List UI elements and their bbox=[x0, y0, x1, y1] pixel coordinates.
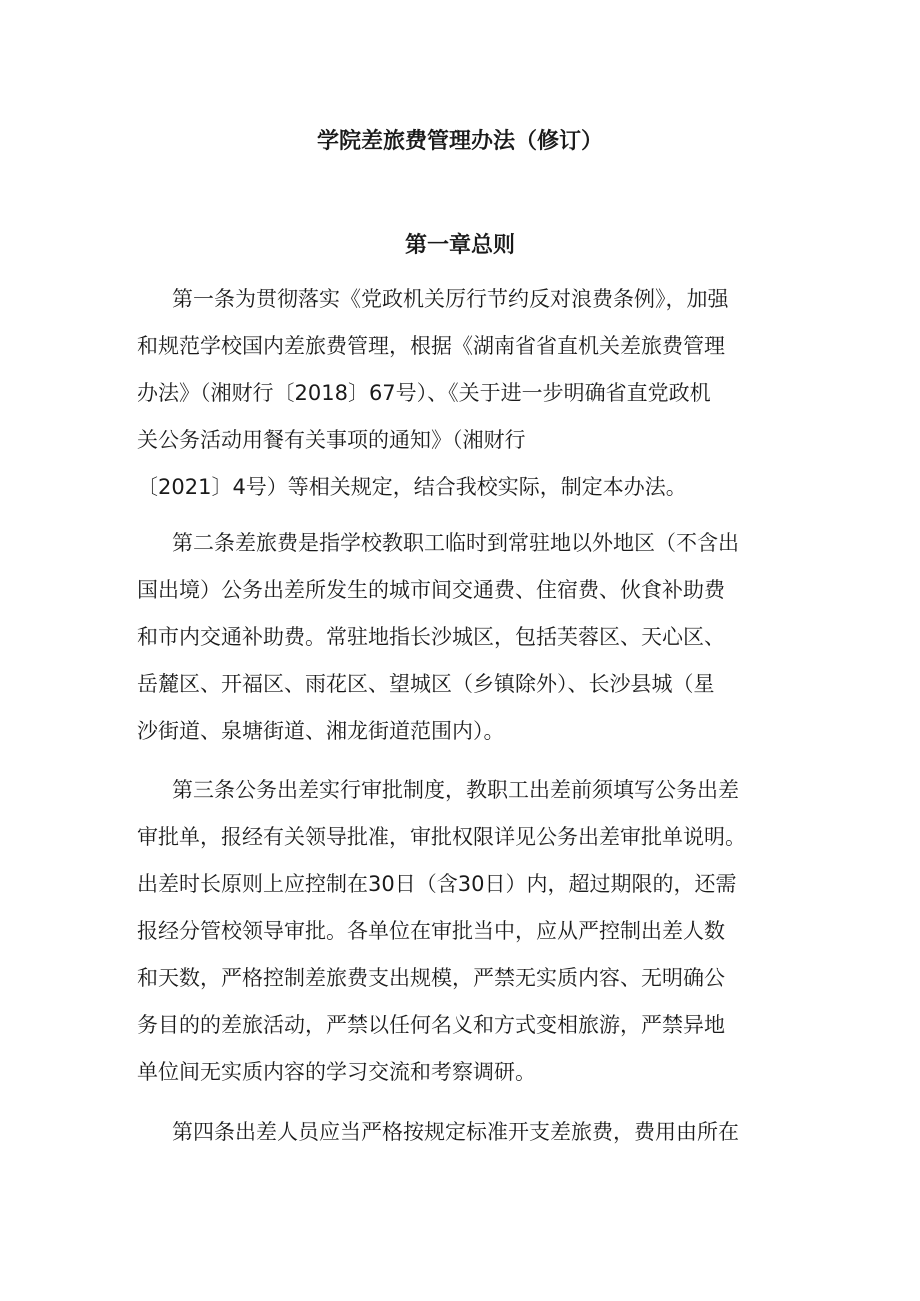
article-line: 报经分管校领导审批。各单位在审批当中，应从严控制出差人数 bbox=[137, 919, 725, 943]
article-2 bbox=[137, 520, 797, 755]
article-line: 务目的的差旅活动，严禁以任何名义和方式变相旅游，严禁异地 bbox=[137, 1013, 725, 1037]
document-title: 学院差旅费管理办法（修订） bbox=[316, 129, 603, 154]
article-line: 和天数，严格控制差旅费支出规模，严禁无实质内容、无明确公 bbox=[137, 966, 725, 990]
article-line: 沙街道、泉塘街道、湘龙街道范围内）。 bbox=[137, 719, 505, 743]
article-line: 第四条出差人员应当严格按规定标准开支差旅费，费用由所在 bbox=[172, 1120, 739, 1144]
chapter-title: 第一章总则 bbox=[404, 233, 515, 258]
article-line: 审批单，报经有关领导批准，审批权限详见公务出差审批单说明。 bbox=[137, 825, 746, 849]
article-1 bbox=[137, 276, 797, 511]
article-line: 和市内交通补助费。常驻地指长沙城区，包括芙蓉区、天心区、 bbox=[137, 625, 725, 649]
article-line: 单位间无实质内容的学习交流和考察调研。 bbox=[137, 1060, 536, 1084]
article-line: 第三条公务出差实行审批制度，教职工出差前须填写公务出差 bbox=[172, 778, 739, 802]
article-3 bbox=[137, 767, 797, 1096]
article-line: 〔2021〕4号）等相关规定，结合我校实际，制定本办法。 bbox=[137, 475, 687, 499]
article-line: 国出境）公务出差所发生的城市间交通费、住宿费、伙食补助费 bbox=[137, 578, 725, 602]
article-line: 第二条差旅费是指学校教职工临时到常驻地以外地区（不含出 bbox=[172, 531, 739, 555]
article-4 bbox=[137, 1109, 797, 1156]
article-line: 出差时长原则上应控制在30日（含30日）内，超过期限的，还需 bbox=[137, 872, 737, 896]
article-line: 关公务活动用餐有关事项的通知》（湘财行 bbox=[137, 428, 526, 452]
article-line: 办法》（湘财行〔2018〕67号）、《关于进一步明确省直党政机 bbox=[137, 381, 711, 405]
article-line: 岳麓区、开福区、雨花区、望城区（乡镇除外）、长沙县城（星 bbox=[137, 672, 715, 696]
article-line: 第一条为贯彻落实《党政机关厉行节约反对浪费条例》，加强 bbox=[172, 287, 729, 311]
article-line: 和规范学校国内差旅费管理，根据《湖南省省直机关差旅费管理 bbox=[137, 334, 725, 358]
